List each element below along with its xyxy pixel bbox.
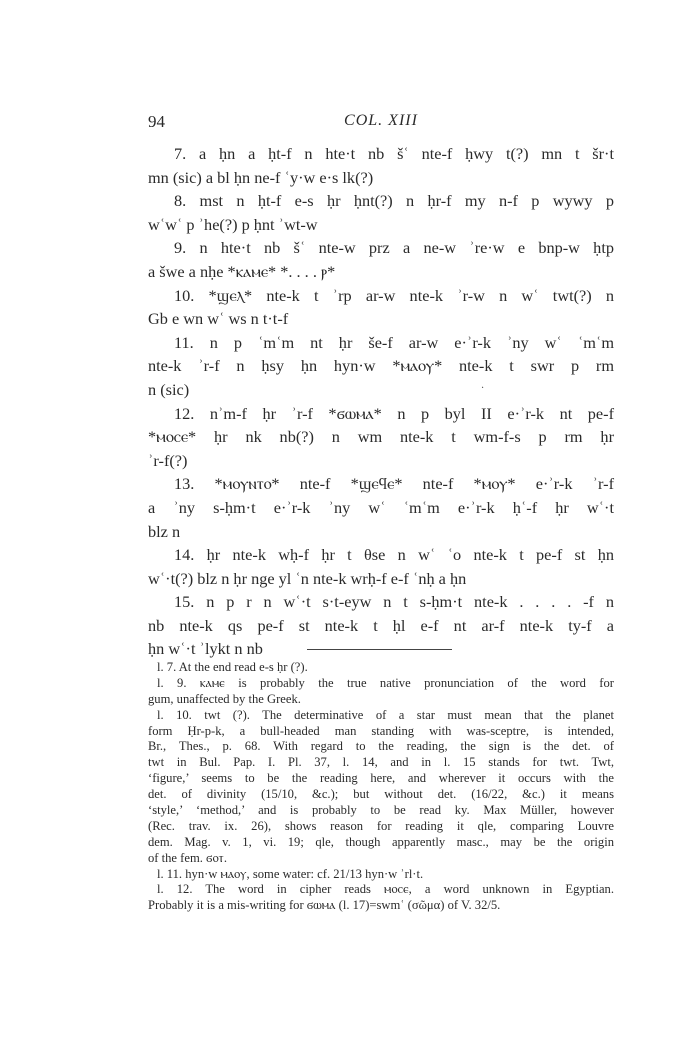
text-line: 9. n hte·t nb šʿ nte-w prz a ne-w ʾre·w e bnp-w ḥtp — [174, 238, 614, 258]
text-line: ḥn wʿ·t ʾlykt n nb — [148, 639, 263, 659]
text-line: ʾr-f(?) — [148, 450, 188, 470]
footnote-line: det. of divinity (15/10, &c.); but without det. (16/22, &c.) it means — [148, 787, 614, 802]
footnote-line: l. 12. The word in cipher reads ⲙⲟⲥⲉ, a word unknown in Egyptian. — [157, 882, 614, 897]
text-line: nte-k ʾr-f n ḥsy ḥn hyn·w *ⲙⲁⲟⲩ* nte-k t swr p rm — [148, 356, 614, 376]
footnote-line: gum, unaffected by the Greek. — [148, 691, 301, 706]
footnote-divider — [307, 649, 452, 650]
text-line: 11. n p ʿmʿm nt ḥr še-f ar-w e·ʾr-k ʾny wʿ ʿmʿm — [174, 332, 614, 352]
footnote-line: dem. Mag. v. 1, vi. 19; qle, though apparently masc., may be the origin — [148, 834, 614, 849]
footnote-line: ‘style,’ ‘method,’ and is probably to be read ky. Max Müller, however — [148, 803, 614, 818]
footnote-line: twt in Bul. Pap. I. Pl. 37, l. 14, and in l. 15 stands for twt. Twt, — [148, 755, 614, 770]
footnote-line: ‘figure,’ seems to be the reading here, and wherever it occurs with the — [148, 771, 614, 786]
page-number: 94 — [148, 112, 165, 131]
text-line: 12. nʾm-f ḥr ʾr-f *ϭⲱⲙⲁ* n p byl II e·ʾr-k nt pe-f — [174, 403, 614, 423]
text-line: *ⲙⲟⲥⲉ* ḥr nk nb(?) n wm nte-k t wm-f-s p rm ḥr — [148, 427, 614, 447]
text-line: mn (sic) a bl ḥn ne-f ʿy·w e·s lk(?) — [148, 167, 374, 187]
footnote-line: form Ḥr-p-k, a bull-headed man standing with was-sceptre, is intended, — [148, 723, 614, 738]
footnote-line: l. 11. hyn·w ⲙⲁⲟⲩ, some water: cf. 21/13 hyn·w ʾrl·t. — [157, 866, 424, 881]
text-line: 13. *ⲙⲟⲩⲛⲧⲟ* nte-f *ϣⲉϥⲉ* nte-f *ⲙⲟⲩ* e·ʾr-k ʾr-f — [174, 474, 614, 494]
text-line: blz n — [148, 521, 181, 541]
text-line: 15. n p r n wʿ·t s·t-eyw n t s-ḥm·t nte-k . . . . -f n — [174, 592, 614, 612]
page-header — [148, 112, 614, 136]
footnote-line: Br., Thes., p. 68. With regard to the reading, the sign is the det. of — [148, 739, 614, 754]
text-line: Gb e wn wʿ ws n t·t-f — [148, 309, 289, 329]
transliteration-block — [148, 142, 614, 661]
text-line: 7. a ḥn a ḥt-f n hte·t nb šʿ nte-f ḥwy t(?) mn t šr·t — [174, 144, 614, 163]
running-title: COL. XIII — [344, 112, 418, 129]
text-line: wʿwʿ p ʾhe(?) p ḥnt ʾwt-w — [148, 214, 318, 234]
footnotes-block — [148, 660, 614, 914]
text-line: 10. *ϣⲉⲗ* nte-k t ʾrp ar-w nte-k ʾr-w n wʿ twt(?) n — [174, 285, 614, 305]
text-line: wʿ·t(?) blz n ḥr nge yl ʿn nte-k wrḥ-f e-f ʿnḥ a ḥn — [148, 568, 467, 588]
text-line: a ʾny s-ḥm·t e·ʾr-k ʾny wʿ ʿmʿm e·ʾr-k ḥʿ-f ḥr wʿ·t — [148, 497, 614, 517]
text-line: a šwe a nḥe *ⲕⲁⲙⲉ* *. . . . ⲣ* — [148, 261, 336, 281]
footnote-line: (Rec. trav. ix. 26), shows reason for reading it qle, comparing Louvre — [148, 818, 614, 833]
footnote-line: Probably it is a mis-writing for ϭⲱⲙⲁ (l. 17)=swmʿ (σῶμα) of V. 32/5. — [148, 898, 501, 913]
footnote-line: l. 9. ⲕⲁⲙⲉ is probably the true native pronunciation of the word for — [157, 675, 614, 690]
text-line: n (sic) — [148, 379, 190, 399]
margin-mark: · — [481, 383, 485, 394]
footnote-line: l. 10. twt (?). The determinative of a star must mean that the planet — [157, 707, 614, 722]
footnote-line: l. 7. At the end read e-s ḥr (?). — [157, 660, 308, 674]
text-line: nb nte-k qs pe-f st nte-k t ḥl e-f nt ar-f nte-k ty-f a — [148, 615, 614, 635]
text-line: 8. mst n ḥt-f e-s ḥr ḥnt(?) n ḥr-f my n-f p wywy p — [174, 191, 614, 211]
footnote-line: of the fem. ϭⲟⲧ. — [148, 850, 228, 865]
text-line: 14. ḥr nte-k wḥ-f ḥr t θse n wʿ ʿo nte-k t pe-f st ḥn — [174, 545, 614, 565]
